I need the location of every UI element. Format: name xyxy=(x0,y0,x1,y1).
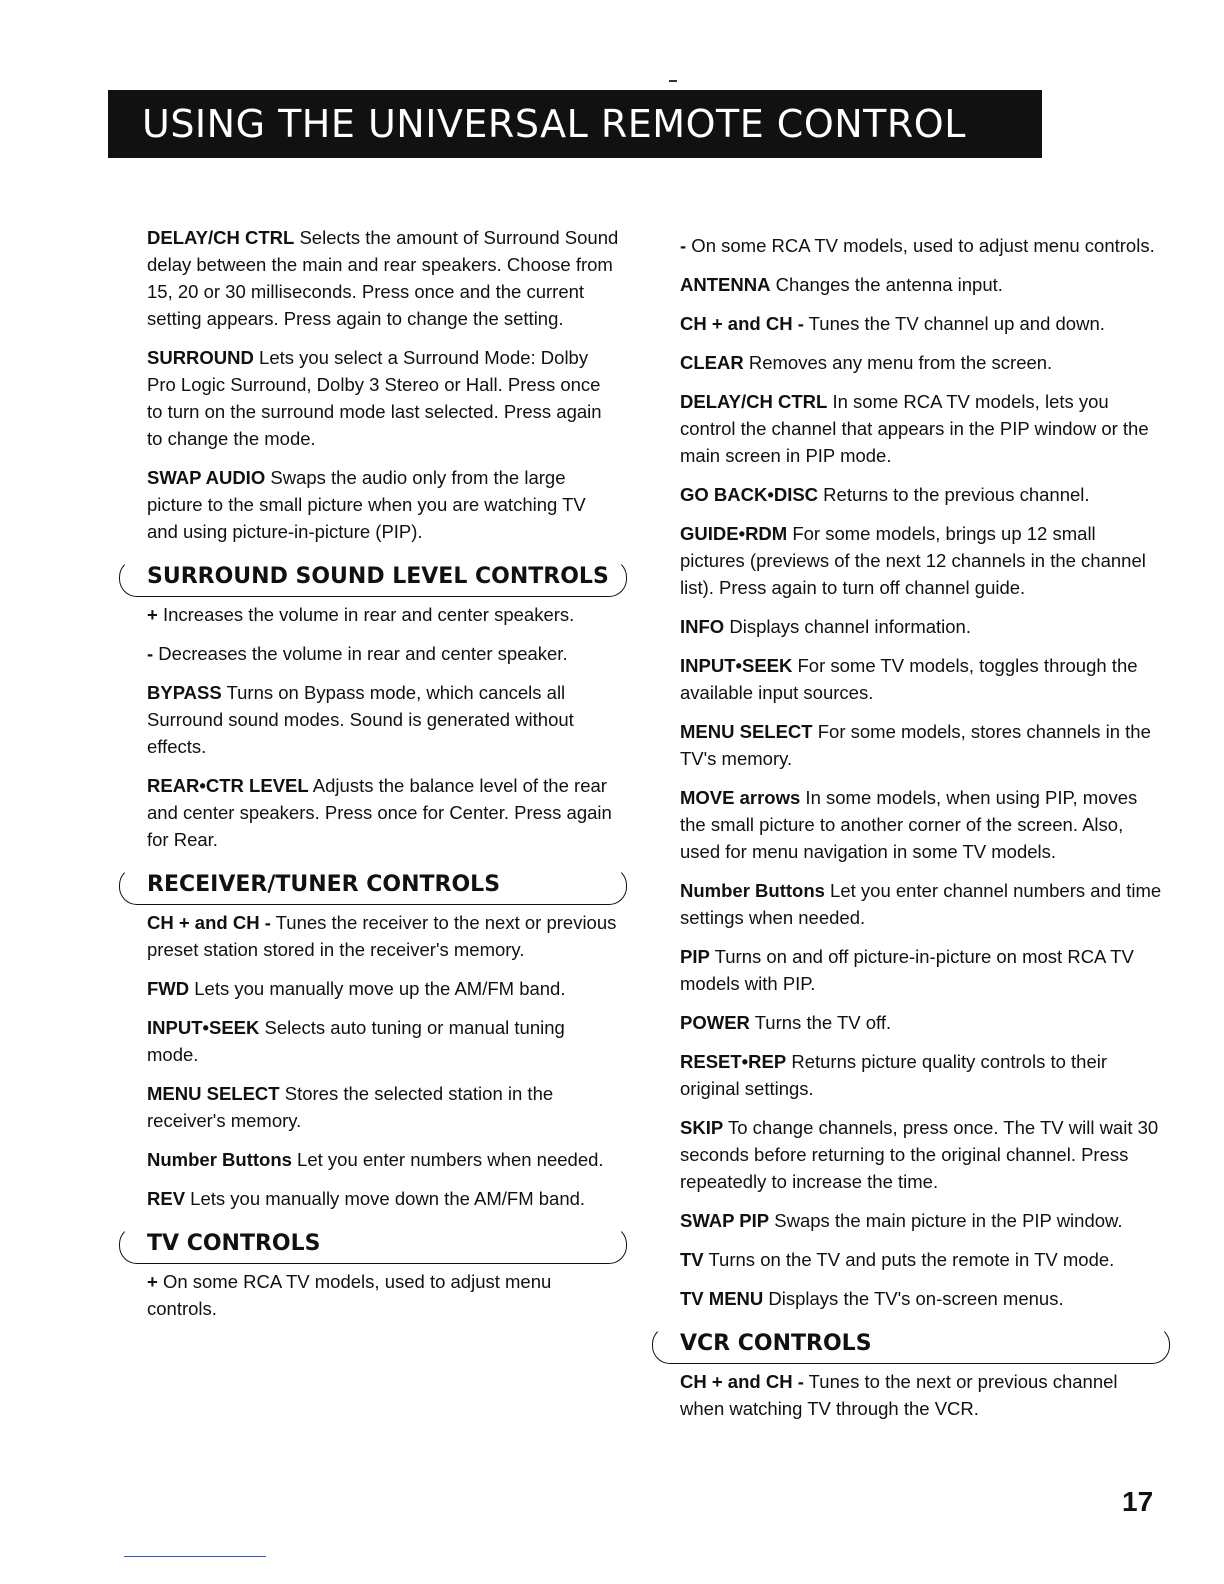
entry-term: CH + and CH - xyxy=(680,313,804,334)
entry-term: PIP xyxy=(680,946,710,967)
page-number: 17 xyxy=(1122,1486,1154,1517)
entry-term: TV xyxy=(680,1249,704,1270)
entry-term: CH + and CH - xyxy=(680,1371,804,1392)
entry-item xyxy=(680,481,1162,508)
page-title: USING THE UNIVERSAL REMOTE CONTROL xyxy=(108,90,1042,158)
entry-item xyxy=(147,772,619,853)
entry-item xyxy=(680,349,1162,376)
entry-text: For some models, brings up 12 small pictures (previews of the next 12 channels in the channel list). Press again to turn off channel guide. xyxy=(680,523,1146,598)
section-title: SURROUND SOUND LEVEL CONTROLS xyxy=(147,564,609,589)
entry-text: Selects the amount of Surround Sound delay between the main and rear speakers. Choose from 15, 20 or 30 milliseconds. Press once and the current setting appears. Press again to change the setting. xyxy=(147,227,619,329)
entry-text: For some TV models, toggles through the available input sources. xyxy=(680,655,1138,703)
entry-text: Turns on Bypass mode, which cancels all Surround sound modes. Sound is generated without effects. xyxy=(147,682,574,757)
entry-item xyxy=(147,344,619,452)
entry-text: On some RCA TV models, used to adjust menu controls. xyxy=(686,235,1155,256)
entry-item xyxy=(147,1146,619,1173)
entry-text: Stores the selected station in the receiver's memory. xyxy=(147,1083,554,1131)
entry-text: For some models, stores channels in the TV's memory. xyxy=(680,721,1151,769)
entry-item xyxy=(680,718,1162,772)
entry-term: REAR•CTR LEVEL xyxy=(147,775,309,796)
entry-text: Adjusts the balance level of the rear and center speakers. Press once for Center. Press again for Rear. xyxy=(147,775,612,850)
entry-item xyxy=(147,1014,619,1068)
entry-item xyxy=(680,652,1162,706)
entry-text: Decreases the volume in rear and center speaker. xyxy=(153,643,568,664)
section-title: VCR CONTROLS xyxy=(680,1331,872,1356)
entry-term: INPUT•SEEK xyxy=(680,655,793,676)
entry-item xyxy=(680,271,1162,298)
entry-item xyxy=(680,232,1162,259)
entry-item xyxy=(680,943,1162,997)
entry-item xyxy=(680,784,1162,865)
entry-term: REV xyxy=(147,1188,186,1209)
entry-item xyxy=(680,1246,1162,1273)
entry-text: Returns picture quality controls to their original settings. xyxy=(680,1051,1108,1099)
entry-term: SKIP xyxy=(680,1117,724,1138)
scan-mark xyxy=(669,80,677,82)
entry-text: Swaps the audio only from the large picture to the small picture when you are watching TV and using picture-in-picture (PIP). xyxy=(147,467,586,542)
entry-item xyxy=(680,388,1162,469)
entry-text: Turns on and off picture-in-picture on most RCA TV models with PIP. xyxy=(680,946,1134,994)
entry-item xyxy=(680,1009,1162,1036)
entry-term: DELAY/CH CTRL xyxy=(147,227,295,248)
entry-text: Lets you select a Surround Mode: Dolby Pro Logic Surround, Dolby 3 Stereo or Hall. Press once to turn on the surround mode last selected. Press again to change the mode. xyxy=(147,347,602,449)
entry-text: Removes any menu from the screen. xyxy=(743,352,1053,373)
tv-continued-list xyxy=(680,232,1162,1312)
entry-text: Increases the volume in rear and center speakers. xyxy=(157,604,575,625)
entry-item xyxy=(680,1368,1162,1422)
entry-text: Lets you manually move up the AM/FM band. xyxy=(189,978,566,999)
entry-term: + xyxy=(147,1271,158,1292)
entry-item xyxy=(680,1048,1162,1102)
entry-text: Displays the TV's on-screen menus. xyxy=(763,1288,1064,1309)
section-header-receiver xyxy=(119,867,619,903)
entry-text: In some RCA TV models, lets you control the channel that appears in the PIP window or the main screen in PIP mode. xyxy=(680,391,1149,466)
entry-item xyxy=(680,310,1162,337)
entry-item xyxy=(680,613,1162,640)
section-header-surround xyxy=(119,559,619,595)
entry-term: GUIDE•RDM xyxy=(680,523,788,544)
entry-item xyxy=(147,909,619,963)
entry-item xyxy=(147,640,619,667)
entry-item xyxy=(147,1268,619,1322)
entry-text: Swaps the main picture in the PIP window. xyxy=(769,1210,1123,1231)
entry-text: Selects auto tuning or manual tuning mode. xyxy=(147,1017,565,1065)
entry-text: Let you enter numbers when needed. xyxy=(291,1149,604,1170)
entry-text: To change channels, press once. The TV will wait 30 seconds before returning to the original channel. Press repeatedly to increase the time. xyxy=(680,1117,1159,1192)
entry-term: DELAY/CH CTRL xyxy=(680,391,828,412)
entry-item xyxy=(147,1185,619,1212)
entry-text: In some models, when using PIP, moves the small picture to another corner of the screen. Also, used for menu navigation in some TV models. xyxy=(680,787,1138,862)
right-column xyxy=(680,232,1162,1434)
entry-term: SURROUND xyxy=(147,347,254,368)
entry-text: Tunes the TV channel up and down. xyxy=(803,313,1105,334)
entry-text: Tunes to the next or previous channel when watching TV through the VCR. xyxy=(680,1371,1118,1419)
entry-item xyxy=(147,975,619,1002)
surround-list xyxy=(147,601,619,853)
entry-text: Displays channel information. xyxy=(724,616,971,637)
entry-text: Lets you manually move down the AM/FM band. xyxy=(185,1188,586,1209)
entry-text: Turns the TV off. xyxy=(749,1012,892,1033)
entry-item xyxy=(147,464,619,545)
entry-term: - xyxy=(680,235,687,256)
entry-term: POWER xyxy=(680,1012,750,1033)
entry-text: Turns on the TV and puts the remote in TV mode. xyxy=(703,1249,1115,1270)
entry-text: Changes the antenna input. xyxy=(770,274,1003,295)
entry-term: SWAP PIP xyxy=(680,1210,770,1231)
entry-item xyxy=(147,679,619,760)
entry-item xyxy=(680,520,1162,601)
entry-text: Tunes the receiver to the next or previous preset station stored in the receiver's memory. xyxy=(147,912,617,960)
entry-term: MENU SELECT xyxy=(680,721,813,742)
entry-term: - xyxy=(147,643,154,664)
entry-term: CH + and CH - xyxy=(147,912,271,933)
tv-list xyxy=(147,1268,619,1322)
intro-list xyxy=(147,224,619,545)
entry-term: + xyxy=(147,604,158,625)
entry-text: Let you enter channel numbers and time settings when needed. xyxy=(680,880,1162,928)
entry-text: On some RCA TV models, used to adjust menu controls. xyxy=(147,1271,552,1319)
vcr-list xyxy=(680,1368,1162,1422)
entry-term: INPUT•SEEK xyxy=(147,1017,260,1038)
entry-term: Number Buttons xyxy=(680,880,825,901)
receiver-list xyxy=(147,909,619,1212)
entry-text: Returns to the previous channel. xyxy=(818,484,1090,505)
section-header-vcr xyxy=(652,1326,1162,1362)
section-title: TV CONTROLS xyxy=(147,1231,321,1256)
section-title: RECEIVER/TUNER CONTROLS xyxy=(147,872,501,897)
entry-term: RESET•REP xyxy=(680,1051,787,1072)
entry-item xyxy=(680,877,1162,931)
entry-item xyxy=(680,1207,1162,1234)
footer-rule xyxy=(124,1556,266,1557)
entry-term: GO BACK•DISC xyxy=(680,484,819,505)
entry-item xyxy=(147,1080,619,1134)
left-column xyxy=(147,224,619,1334)
entry-term: Number Buttons xyxy=(147,1149,292,1170)
entry-term: TV MENU xyxy=(680,1288,764,1309)
entry-term: FWD xyxy=(147,978,190,999)
entry-item xyxy=(680,1285,1162,1312)
entry-term: MOVE arrows xyxy=(680,787,801,808)
entry-term: SWAP AUDIO xyxy=(147,467,266,488)
entry-item xyxy=(147,601,619,628)
entry-term: MENU SELECT xyxy=(147,1083,280,1104)
entry-term: CLEAR xyxy=(680,352,744,373)
entry-term: BYPASS xyxy=(147,682,222,703)
entry-item xyxy=(680,1114,1162,1195)
entry-item xyxy=(147,224,619,332)
entry-term: INFO xyxy=(680,616,725,637)
entry-term: ANTENNA xyxy=(680,274,771,295)
section-header-tv xyxy=(119,1226,619,1262)
